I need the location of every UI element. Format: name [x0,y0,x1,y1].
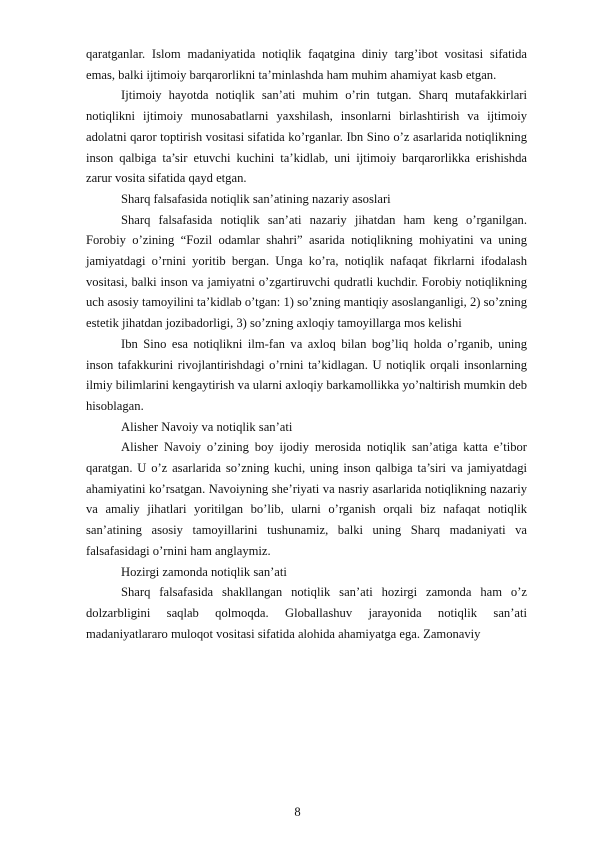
section-heading-navoiy: Alisher Navoiy va notiqlik san’ati [121,419,293,434]
section-heading-modern: Hozirgi zamonda notiqlik san’ati [121,564,287,579]
section-heading-theory: Sharq falsafasida notiqlik san’atining nazariy asoslari [121,191,391,206]
paragraph-ibn-sino: Ibn Sino esa notiqlikni ilm-fan va axloq bilan bog’liq holda o’rganib, uning inson tafakkurini rivojlantirishdagi o’rnini ta’kidlagan. U notiqlik orqali insonlarning ilmiy bilimlarini kengaytirish va ularni axloqiy barkamollikka yo’naltirish mumkin deb hisoblagan. [86,336,527,413]
page-number: 8 [294,805,301,819]
paragraph-modern: Sharq falsafasida shakllangan notiqlik san’ati hozirgi zamonda ham o’z dolzarbligini saqlab qolmoqda. Globallashuv jarayonida notiqlik san’ati madaniyatlararo muloqot vositasi sifatida alohida ahamiyatga ega. Zamonaviy [86,585,527,641]
document-body [86,44,527,644]
paragraph-social-role: Ijtimoiy hayotda notiqlik san’ati muhim o’rin tutgan. Sharq mutafakkirlari notiqlikni ijtimoiy munosabatlarni yaxshilash, insonlarni birlashtirish va ijtimoiy adolatni qaror toptirish vositasi sifatida ko’rganlar. Ibn Sino o’z asarlarida notiqlikning inson qalbiga ta’sir etuvchi kuchini ta’kidlab, uni ijtimoiy barqarorlikka erishishda zarur vosita sifatida qayd etgan. [86,88,527,186]
paragraph-farabi: Sharq falsafasida notiqlik san’ati nazariy jihatdan ham keng o’rganilgan. Forobiy o’zining “Fozil odamlar shahri” asarida notiqlikning mohiyatini va uning jamiyatdagi o’rnini yoritib bergan. Unga ko’ra, notiqlik nafaqat fikrlarni ifodalash vositasi, balki inson va jamiyatni o’zgartiruvchi qudratli kuchdir. Forobiy notiqlikning uch asosiy tamoyilini ta’kidlab o’tgan: 1) so’zning mantiqiy asoslanganligi, 2) so’zning estetik jihatdan jozibadorligi, 3) so’zning axloqiy tamoyillarga mos kelishi [86,212,527,331]
paragraph-navoiy: Alisher Navoiy o’zining boy ijodiy merosida notiqlik san’atiga katta e’tibor qaratgan. U o’z asarlarida so’zning kuchi, uning inson qalbiga ta’siri va jamiyatdagi ahamiyatini ko’rsatgan. Navoiyning she’riyati va nasriy asarlarida notiqlikning nazariy va amaliy jihatlari yoritilgan bo’lib, ularni o’rganish orqali biz nafaqat notiqlik san’atining asosiy tamoyillarini tushunamiz, balki uning Sharq madaniyati va falsafasidagi o’rnini ham anglaymiz. [86,440,527,558]
paragraph-continuation: qaratganlar. Islom madaniyatida notiqlik faqatgina diniy targ’ibot vositasi sifatida emas, balki ijtimoiy barqarorlikni ta’minlashda ham muhim ahamiyat kasb etgan. [86,47,527,82]
